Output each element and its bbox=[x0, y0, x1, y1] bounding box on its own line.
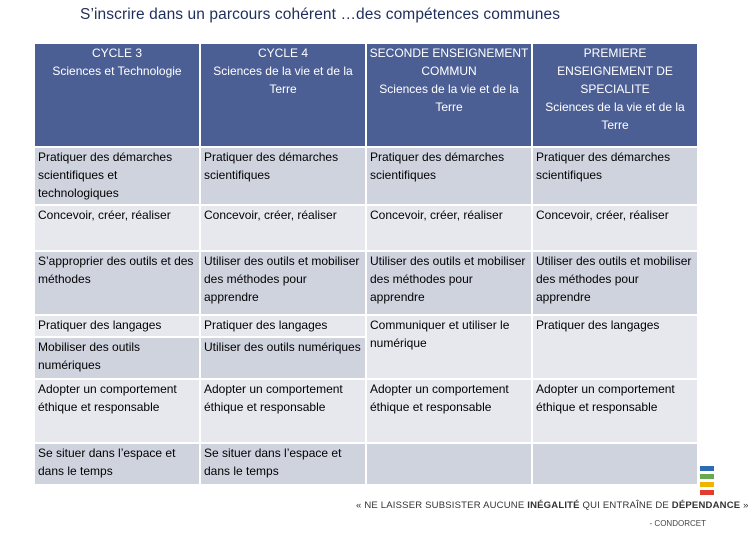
column-header-line1: CYCLE 4 bbox=[257, 46, 309, 60]
table-row-ethique bbox=[35, 380, 697, 442]
column-header-seconde bbox=[367, 44, 531, 146]
table-cell: Pratiquer des démarches scientifiques bbox=[367, 148, 531, 204]
table-cell: Pratiquer des langages bbox=[201, 316, 365, 336]
table-cell: Pratiquer des démarches scientifiques bbox=[201, 148, 365, 204]
column-header-cycle4 bbox=[201, 44, 365, 146]
column-header-line2: Sciences de la vie et de la Terre bbox=[213, 64, 353, 96]
table-row-langages bbox=[35, 316, 697, 336]
table-cell: Concevoir, créer, réaliser bbox=[367, 206, 531, 250]
table-cell: Se situer dans l’espace et dans le temps bbox=[201, 444, 365, 484]
column-header-line2: Sciences de la vie et de la Terre bbox=[545, 100, 685, 132]
table-cell: Utiliser des outils et mobiliser des méthodes pour apprendre bbox=[533, 252, 697, 314]
column-header-line1: SECONDE ENSEIGNEMENT COMMUN bbox=[369, 46, 529, 78]
table-cell: Pratiquer des langages bbox=[533, 316, 697, 378]
table-cell: Adopter un comportement éthique et responsable bbox=[201, 380, 365, 442]
table-row-concevoir bbox=[35, 206, 697, 250]
table-cell: Adopter un comportement éthique et responsable bbox=[35, 380, 199, 442]
footer-source: - CONDORCET bbox=[649, 519, 706, 528]
logo-icon bbox=[700, 466, 716, 498]
column-header-line2: Sciences et Technologie bbox=[52, 64, 182, 78]
table-cell: Adopter un comportement éthique et responsable bbox=[367, 380, 531, 442]
table-cell: Concevoir, créer, réaliser bbox=[533, 206, 697, 250]
logo-bar bbox=[700, 482, 714, 487]
table-row-demarches bbox=[35, 148, 697, 204]
table-cell: Adopter un comportement éthique et responsable bbox=[533, 380, 697, 442]
header-row bbox=[35, 44, 697, 146]
footer-quote bbox=[356, 500, 749, 511]
competences-table bbox=[33, 42, 699, 486]
table-cell: Utiliser des outils numériques bbox=[201, 338, 365, 378]
table-cell: Se situer dans l’espace et dans le temps bbox=[35, 444, 199, 484]
table-cell: S’approprier des outils et des méthodes bbox=[35, 252, 199, 314]
table-row-espace bbox=[35, 444, 697, 484]
table-cell-empty bbox=[533, 444, 697, 484]
page-title: S’inscrire dans un parcours cohérent …des compétences communes bbox=[80, 6, 561, 23]
table-cell: Concevoir, créer, réaliser bbox=[35, 206, 199, 250]
column-header-line1: PREMIERE ENSEIGNEMENT DE SPECIALITE bbox=[557, 46, 673, 96]
table-row-outils bbox=[35, 252, 697, 314]
table-cell: Pratiquer des démarches scientifiques et technologiques bbox=[35, 148, 199, 204]
table-cell: Utiliser des outils et mobiliser des méthodes pour apprendre bbox=[201, 252, 365, 314]
quote-text: « NE LAISSER SUBSISTER AUCUNE bbox=[356, 500, 528, 511]
logo-bar bbox=[700, 490, 714, 495]
table-cell: Mobiliser des outils numériques bbox=[35, 338, 199, 378]
table-cell: Utiliser des outils et mobiliser des méthodes pour apprendre bbox=[367, 252, 531, 314]
logo-bar bbox=[700, 474, 714, 479]
column-header-line2: Sciences de la vie et de la Terre bbox=[379, 82, 519, 114]
table-cell: Communiquer et utiliser le numérique bbox=[367, 316, 531, 378]
table-cell-empty bbox=[367, 444, 531, 484]
table-cell: Pratiquer des démarches scientifiques bbox=[533, 148, 697, 204]
quote-emphasis: DÉPENDANCE bbox=[671, 500, 741, 511]
quote-text: » bbox=[740, 500, 749, 511]
logo-bar bbox=[700, 466, 714, 471]
table-cell: Pratiquer des langages bbox=[35, 316, 199, 336]
quote-text: QUI ENTRAÎNE DE bbox=[579, 500, 672, 511]
column-header-line1: CYCLE 3 bbox=[91, 46, 143, 60]
quote-emphasis: INÉGALITÉ bbox=[527, 500, 580, 511]
column-header-cycle3 bbox=[35, 44, 199, 146]
table-cell: Concevoir, créer, réaliser bbox=[201, 206, 365, 250]
column-header-premiere bbox=[533, 44, 697, 146]
